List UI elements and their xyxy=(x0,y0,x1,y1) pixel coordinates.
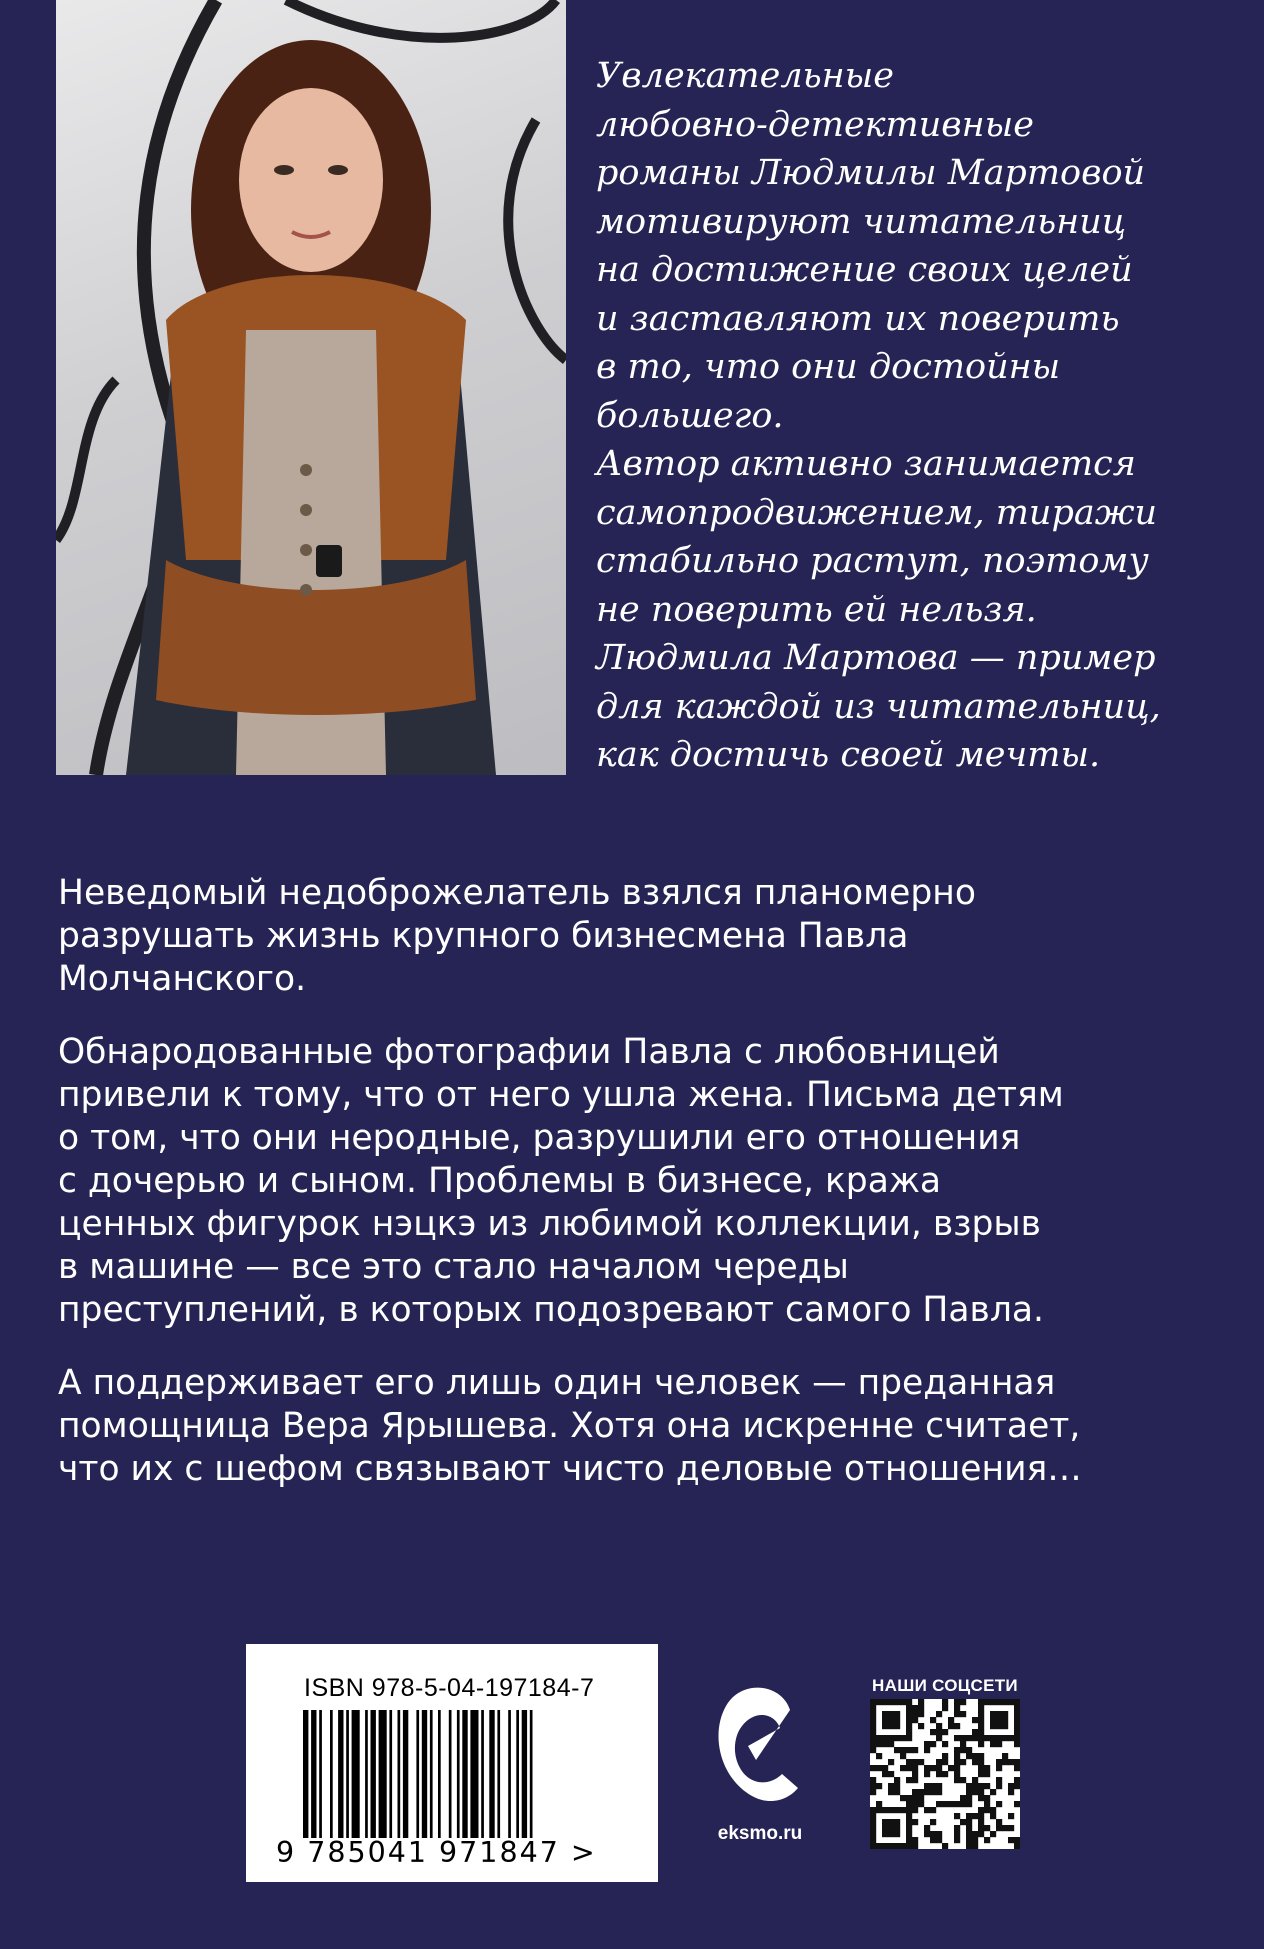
eksmo-logo-icon xyxy=(712,1670,804,1810)
isbn-digits: 9 785041 971847 > xyxy=(276,1836,597,1869)
author-photo xyxy=(56,0,566,775)
isbn-label: ISBN 978-5-04-197184-7 xyxy=(304,1674,595,1702)
annotation-paragraph-3: А поддерживает его лишь один человек — преданная помощница Вера Ярышева. Хотя она искренне считает, что их с шефом связывают чисто деловые отношения… xyxy=(58,1363,1082,1489)
author-blurb xyxy=(596,52,1236,780)
qr-code-icon xyxy=(870,1699,1020,1849)
book-annotation xyxy=(58,872,1218,1521)
isbn-barcode xyxy=(246,1644,658,1882)
annotation-paragraph-2: Обнародованные фотографии Павла с любовницей привели к тому, что от него ушла жена. Письма детям о том, что они неродные, разрушили его отношения с дочерью и сыном. Проблемы в бизнесе, кража ценных фигурок нэцкэ из любимой коллекции, взрыв в машине — все это стало началом череды преступлений, в которых подозревают самого Павла. xyxy=(58,1032,1064,1330)
annotation-paragraph-1: Неведомый недоброжелатель взялся планомерно разрушать жизнь крупного бизнесмена Павла Молчанского. xyxy=(58,873,976,999)
barcode-bars xyxy=(303,1710,603,1838)
social-label: НАШИ СОЦСЕТИ xyxy=(872,1676,1018,1695)
blurb-paragraph-2: Автор активно занимается самопродвижением, тиражи стабильно растут, поэтому не поверить ей нельзя. Людмила Мартова — пример для каждой из читательниц, как достичь своей мечты. xyxy=(596,444,1161,775)
publisher-site: eksmo.ru xyxy=(717,1823,803,1844)
blurb-paragraph-1: Увлекательные любовно-детективные романы Людмилы Мартовой мотивируют читательниц на достижение своих целей и заставляют их поверить в то, что они достойны большего. xyxy=(596,56,1146,436)
